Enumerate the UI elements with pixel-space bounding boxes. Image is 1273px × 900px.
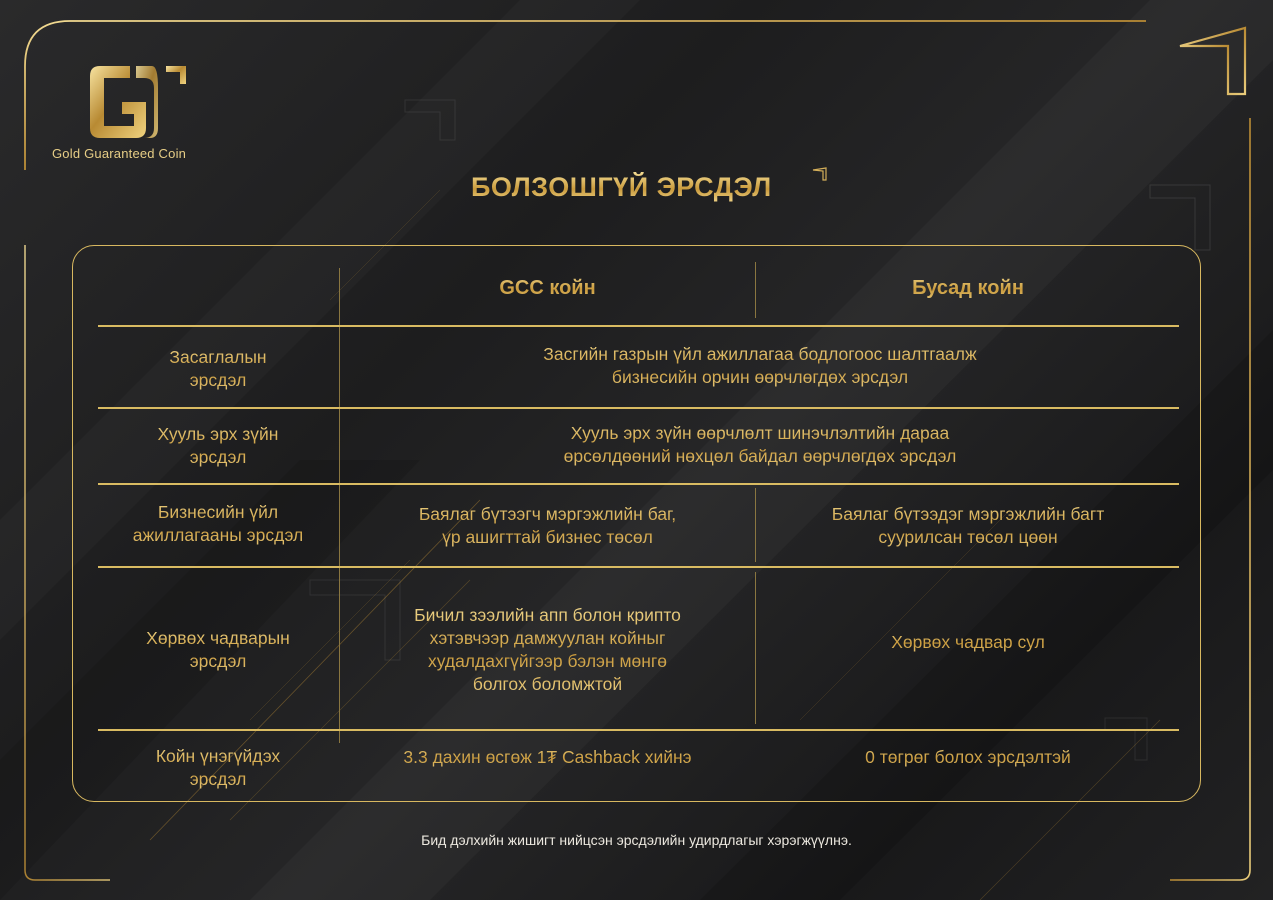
cell-line: 3.3 дахин өсгөж 1₮ Cashback хийнэ bbox=[403, 746, 692, 767]
gcc-logo-icon bbox=[86, 62, 196, 142]
risk-label bbox=[98, 494, 338, 554]
cell-line: суурилсан төсөл цөөн bbox=[878, 527, 1058, 547]
corner-arrow-icon bbox=[812, 167, 828, 181]
footer-note: Бид дэлхийн жишигт нийцсэн эрсдэлийн удирдлагыг хэрэгжүүлнэ. bbox=[421, 832, 852, 848]
other-cell bbox=[756, 496, 1180, 556]
risk-label-line: эрсдэл bbox=[189, 769, 247, 789]
cell-line: хэтэвчээр дамжуулан койныг bbox=[429, 628, 666, 648]
risk-label-line: эрсдэл bbox=[189, 370, 247, 390]
risk-label bbox=[98, 418, 338, 474]
cell-line: худалдахгүйгээр бэлэн мөнгө bbox=[427, 651, 668, 671]
risk-label-line: эрсдэл bbox=[189, 447, 247, 467]
row-divider bbox=[98, 729, 1179, 731]
cell-line: Засгийн газрын үйл ажиллагаа бодлогоос шалтгаалж bbox=[543, 344, 977, 364]
gcc-cell bbox=[340, 742, 755, 772]
risk-label bbox=[98, 622, 338, 678]
cell-line: бизнесийн орчин өөрчлөгдөх эрсдэл bbox=[611, 367, 909, 387]
row-divider bbox=[98, 407, 1179, 409]
brand-name: Gold Guaranteed Coin bbox=[52, 146, 187, 161]
risk-label-line: Засаглалын bbox=[169, 347, 267, 367]
cell-line: Хууль эрх зүйн өөрчлөлт шинэчлэлтийн дараа bbox=[570, 423, 950, 443]
cell-line: болгох боломжтой bbox=[472, 674, 623, 694]
cell-line: 0 төгрөг болох эрсдэлтэй bbox=[865, 746, 1071, 767]
row-divider bbox=[98, 566, 1179, 568]
header-other: Бусад койн bbox=[756, 272, 1180, 304]
merged-cell bbox=[340, 338, 1180, 394]
merged-cell bbox=[340, 416, 1180, 474]
risk-label bbox=[98, 740, 338, 796]
gcc-cell bbox=[340, 496, 755, 556]
cell-line: Бичил зээлийн апп болон крипто bbox=[414, 605, 681, 625]
other-cell bbox=[756, 742, 1180, 772]
other-cell bbox=[756, 626, 1180, 658]
risk-label-line: эрсдэл bbox=[189, 651, 247, 671]
cell-line: Баялаг бүтээдэг мэргэжлийн багт bbox=[831, 504, 1105, 524]
risk-label-line: Хөрвөх чадварын bbox=[146, 628, 290, 648]
risk-label-line: Бизнесийн үйл bbox=[157, 502, 279, 522]
gcc-cell bbox=[340, 600, 755, 700]
row-divider bbox=[98, 483, 1179, 485]
cell-line: өрсөлдөөний нөхцөл байдал өөрчлөгдөх эрсдэл bbox=[563, 446, 957, 466]
brand-logo bbox=[50, 60, 220, 170]
cell-line: үр ашигттай бизнес төсөл bbox=[442, 527, 653, 547]
cell-line: Хөрвөх чадвар сул bbox=[891, 631, 1045, 652]
risk-label-line: Койн үнэгүйдэх bbox=[155, 746, 281, 766]
risk-label-line: ажиллагааны эрсдэл bbox=[132, 525, 304, 545]
page-title: БОЛЗОШГҮЙ ЭРСДЭЛ bbox=[471, 172, 772, 202]
risk-label bbox=[98, 340, 338, 398]
cell-line: Баялаг бүтээгч мэргэжлийн баг, bbox=[418, 504, 677, 524]
row-divider bbox=[98, 325, 1179, 327]
header-gcc: GCC койн bbox=[340, 272, 755, 304]
risk-label-line: Хууль эрх зүйн bbox=[157, 424, 279, 444]
